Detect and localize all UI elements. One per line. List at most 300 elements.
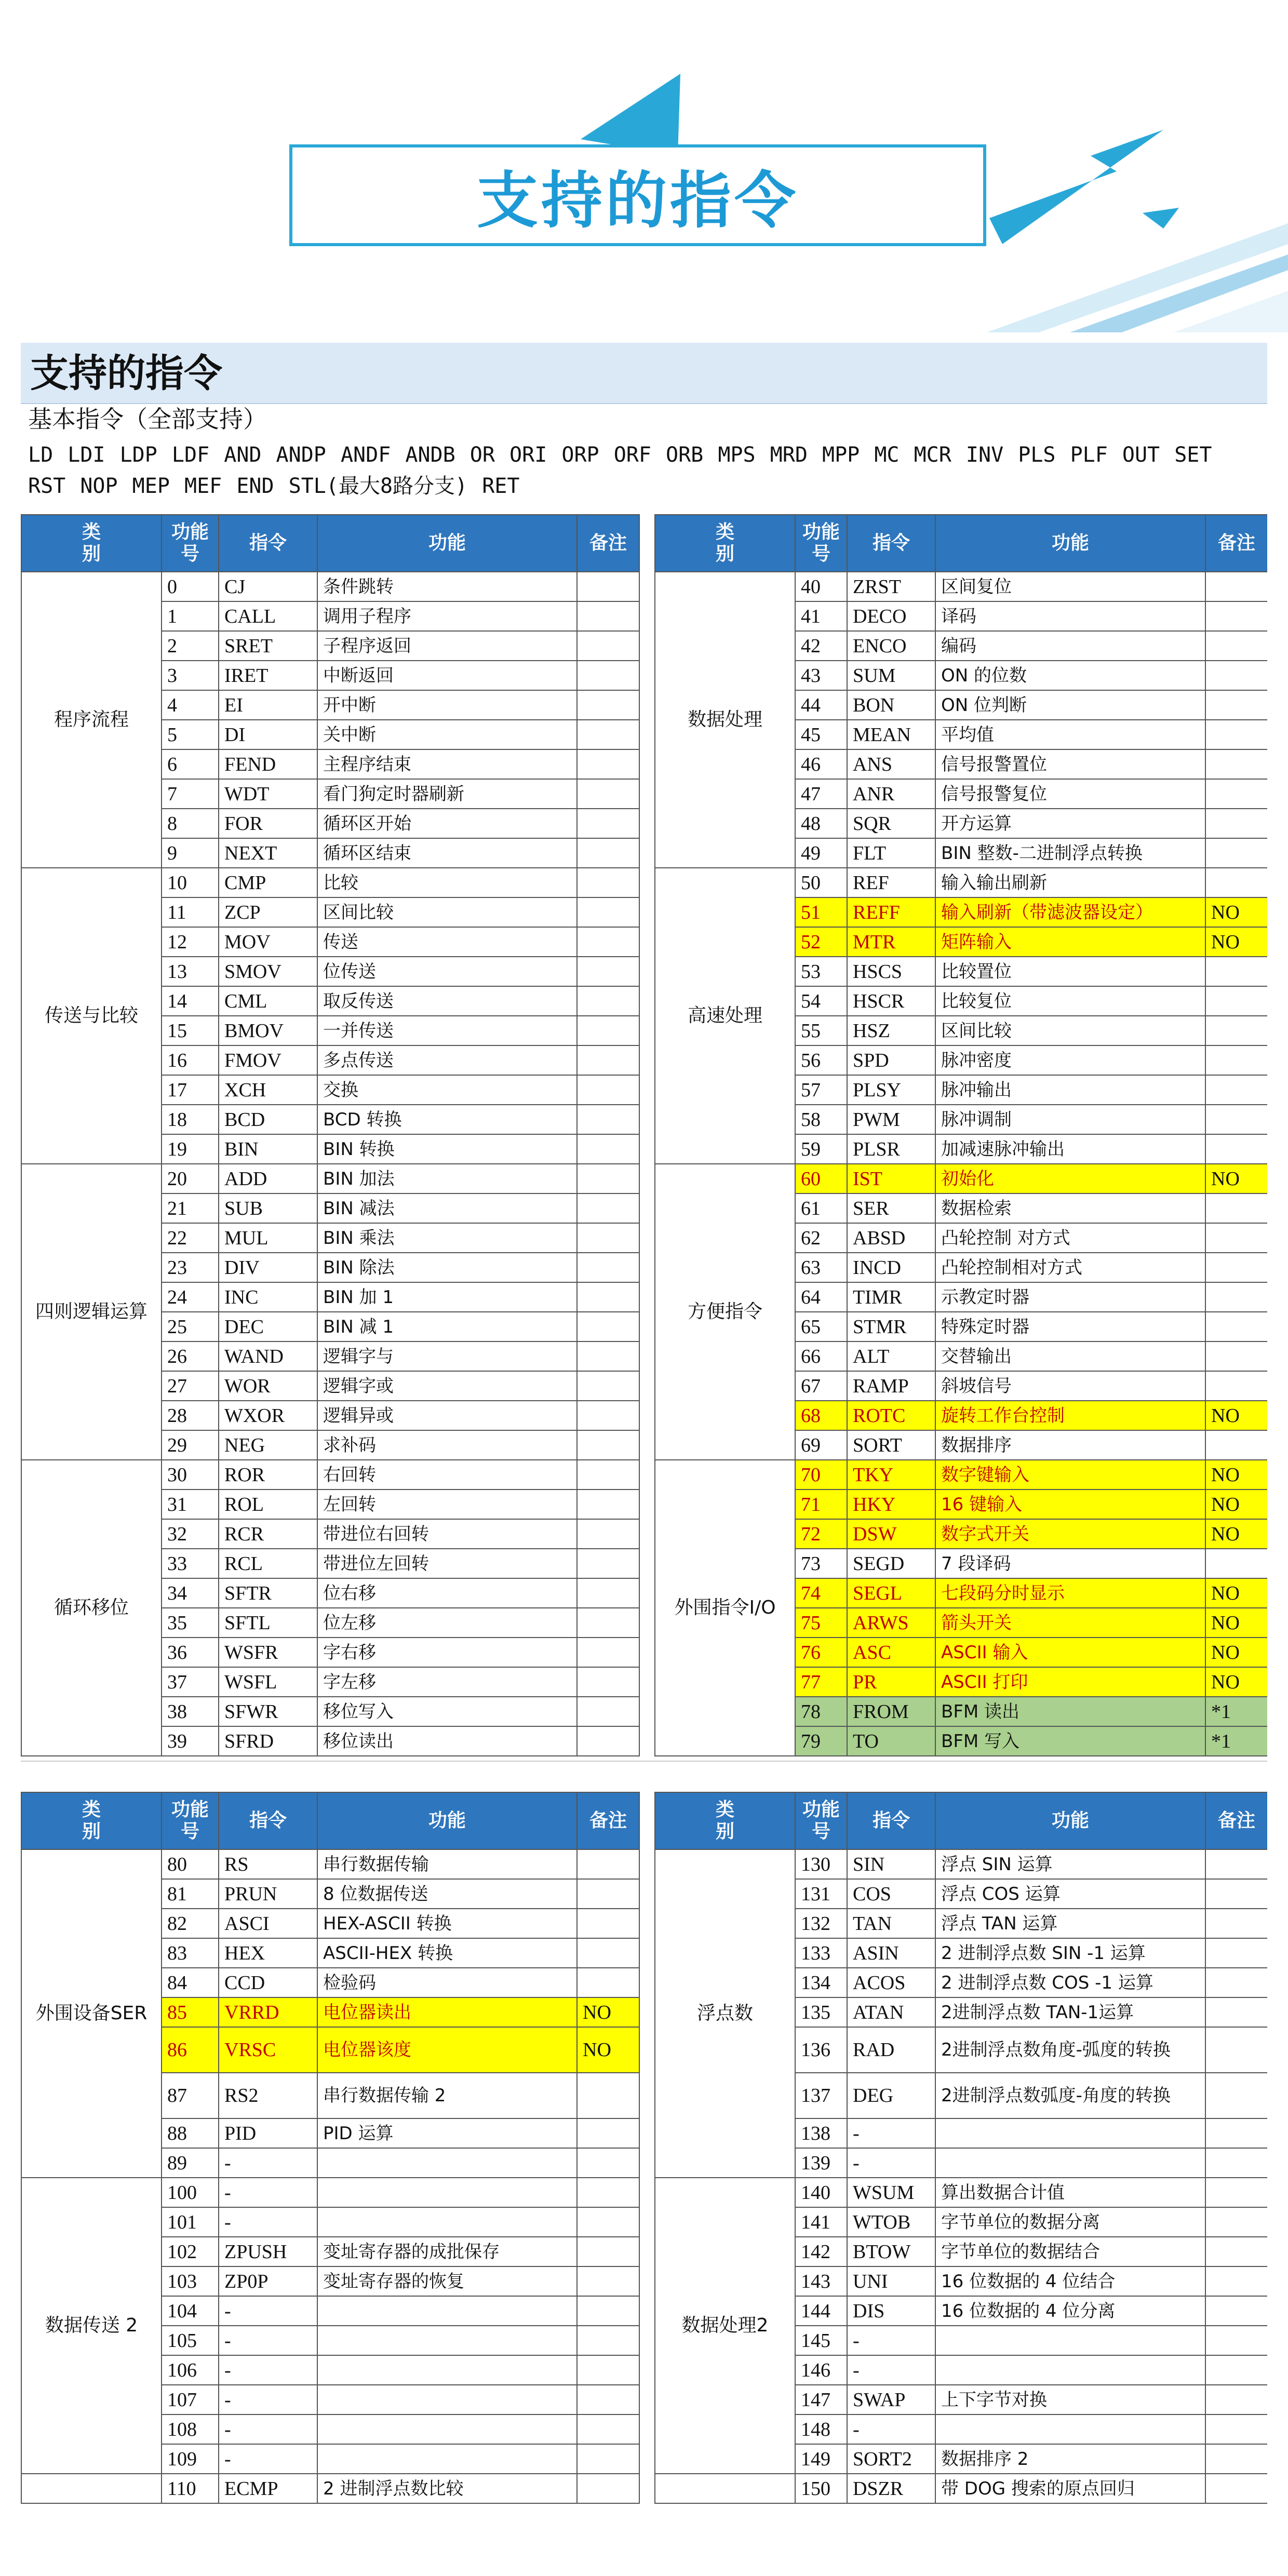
function-number-cell: 108 [162,2414,219,2444]
instruction-cell: - [219,2148,317,2178]
function-number-cell: 36 [162,1638,219,1667]
function-number-cell: 1 [162,601,219,631]
function-cell: 一并传送 [317,1016,577,1045]
instruction-cell: ASCI [219,1909,317,1938]
function-number-cell: 13 [162,957,219,986]
instruction-cell: COS [847,1879,935,1909]
function-cell: 2进制浮点数 TAN-1运算 [935,1997,1205,2027]
remark-cell [577,2073,639,2118]
category-cell: 程序流程 [21,572,162,868]
instruction-cell: BMOV [219,1016,317,1045]
remark-cell [577,749,639,779]
function-cell: 平均值 [935,720,1205,749]
remark-cell [1205,1193,1267,1223]
function-number-cell: 46 [795,749,847,779]
remark-cell [1205,2027,1267,2073]
remark-cell [577,2474,639,2503]
table-row [21,868,639,897]
remark-cell [1205,2073,1267,2118]
instruction-cell: MEAN [847,720,935,749]
instruction-cell: - [219,2326,317,2355]
function-number-cell: 31 [162,1490,219,1519]
instruction-cell: SORT2 [847,2444,935,2474]
function-cell: 8 位数据传送 [317,1879,577,1909]
function-cell: 区间复位 [935,572,1205,601]
instruction-cell: ROTC [847,1401,935,1430]
function-number-cell: 74 [795,1578,847,1608]
function-number-cell: 62 [795,1223,847,1253]
instruction-cell: - [219,2355,317,2385]
function-number-cell: 9 [162,838,219,868]
function-cell: 译码 [935,601,1205,631]
instruction-cell: FLT [847,838,935,868]
function-cell: 串行数据传输 [317,1849,577,1879]
table-row [21,2178,639,2207]
function-cell: 子程序返回 [317,631,577,661]
function-cell [317,2296,577,2326]
function-cell: 信号报警复位 [935,779,1205,809]
remark-cell [577,1401,639,1430]
table-row [655,1460,1267,1490]
remark-cell: NO [577,1997,639,2027]
function-number-cell: 6 [162,749,219,779]
banner-shard [1143,208,1179,229]
function-number-cell: 142 [795,2237,847,2266]
instruction-cell: PLSR [847,1134,935,1164]
instruction-table-right-bottom [654,1792,1267,2504]
function-cell: 调用子程序 [317,601,577,631]
function-number-cell: 69 [795,1430,847,1460]
table-row [21,1849,639,1879]
header-function: 功能 [317,515,577,572]
instruction-cell: SORT [847,1430,935,1460]
instruction-cell: RS2 [219,2073,317,2118]
remark-cell [1205,1341,1267,1371]
instruction-cell: RS [219,1849,317,1879]
function-number-cell: 8 [162,809,219,838]
function-cell: ASCII-HEX 转换 [317,1938,577,1968]
instruction-cell: SFRD [219,1726,317,1756]
remark-cell [577,1608,639,1638]
basic-instruction-line-1: LD LDI LDP LDF AND ANDP ANDF ANDB OR ORI ORP ORF ORB MPS MRD MPP MC MCR INV PLS PLF OUT SET [28,443,1212,467]
function-number-cell: 71 [795,1490,847,1519]
function-number-cell: 130 [795,1849,847,1879]
remark-cell: NO [1205,1578,1267,1608]
remark-cell [1205,1253,1267,1282]
remark-cell [577,2414,639,2444]
instruction-cell: BTOW [847,2237,935,2266]
remark-cell [577,1638,639,1667]
function-number-cell: 37 [162,1667,219,1697]
instruction-cell: ASIN [847,1938,935,1968]
instruction-cell: WOR [219,1371,317,1401]
function-number-cell: 87 [162,2073,219,2118]
remark-cell [577,1164,639,1193]
instruction-cell: WTOB [847,2207,935,2237]
function-cell [317,2385,577,2414]
remark-cell [1205,1430,1267,1460]
function-number-cell: 141 [795,2207,847,2237]
instruction-cell: ENCO [847,631,935,661]
instruction-cell: ZPUSH [219,2237,317,2266]
function-cell: 逻辑字或 [317,1371,577,1401]
function-cell: 浮点 SIN 运算 [935,1849,1205,1879]
banner-triangle-top [581,74,680,156]
function-number-cell: 11 [162,897,219,927]
instruction-cell: HSCR [847,986,935,1016]
category-cell: 传送与比较 [21,868,162,1164]
instruction-cell: SEGD [847,1549,935,1578]
function-cell: 带进位左回转 [317,1549,577,1578]
function-cell: 循环区结束 [317,838,577,868]
function-number-cell: 18 [162,1105,219,1134]
instruction-table-left-top [21,514,640,1756]
instruction-cell: IRET [219,661,317,690]
remark-cell [577,868,639,897]
remark-cell [1205,2296,1267,2326]
function-cell: BFM 写入 [935,1726,1205,1756]
function-cell: 带 DOG 搜索的原点回归 [935,2474,1205,2503]
function-cell [317,2444,577,2474]
instruction-cell: DEC [219,1312,317,1341]
remark-cell [577,2178,639,2207]
function-number-cell: 39 [162,1726,219,1756]
function-number-cell: 84 [162,1968,219,1997]
remark-cell: NO [1205,1164,1267,1193]
function-cell: 算出数据合计值 [935,2178,1205,2207]
function-number-cell: 16 [162,1045,219,1075]
function-cell: 数据检索 [935,1193,1205,1223]
function-cell: 字节单位的数据结合 [935,2237,1205,2266]
function-number-cell: 52 [795,927,847,957]
instruction-cell: CALL [219,601,317,631]
instruction-cell: ECMP [219,2474,317,2503]
instruction-cell: CJ [219,572,317,601]
function-cell: 传送 [317,927,577,957]
function-cell: 脉冲输出 [935,1075,1205,1105]
function-cell: 箭头开关 [935,1608,1205,1638]
function-cell: 位左移 [317,1608,577,1638]
remark-cell [1205,1105,1267,1134]
header-instruction: 指令 [847,515,935,572]
remark-cell [577,1938,639,1968]
function-number-cell: 60 [795,1164,847,1193]
instruction-cell: ALT [847,1341,935,1371]
function-number-cell: 82 [162,1909,219,1938]
instruction-cell: DI [219,720,317,749]
remark-cell [1205,779,1267,809]
sheet-title: 支持的指令 [21,343,1267,404]
function-number-cell: 54 [795,986,847,1016]
function-cell: 2 进制浮点数比较 [317,2474,577,2503]
function-number-cell: 144 [795,2296,847,2326]
instruction-cell: HEX [219,1938,317,1968]
instruction-cell: RCR [219,1519,317,1549]
function-number-cell: 5 [162,720,219,749]
function-number-cell: 78 [795,1697,847,1726]
function-number-cell: 27 [162,1371,219,1401]
instruction-cell: STMR [847,1312,935,1341]
remark-cell [577,2207,639,2237]
function-number-cell: 4 [162,690,219,720]
function-number-cell: 140 [795,2178,847,2207]
remark-cell [577,1341,639,1371]
remark-cell [1205,661,1267,690]
function-cell [317,2414,577,2444]
instruction-cell: - [219,2178,317,2207]
function-cell: 浮点 TAN 运算 [935,1909,1205,1938]
instruction-cell: ABSD [847,1223,935,1253]
function-number-cell: 65 [795,1312,847,1341]
instruction-cell: - [219,2296,317,2326]
remark-cell [1205,572,1267,601]
instruction-cell: DECO [847,601,935,631]
instruction-cell: CCD [219,1968,317,1997]
instruction-cell: PWM [847,1105,935,1134]
remark-cell [1205,1134,1267,1164]
remark-cell [577,1253,639,1282]
remark-cell [577,1578,639,1608]
instruction-cell: ACOS [847,1968,935,1997]
instruction-cell: WSUM [847,2178,935,2207]
function-number-cell: 105 [162,2326,219,2355]
instruction-cell: IST [847,1164,935,1193]
function-number-cell: 7 [162,779,219,809]
function-number-cell: 33 [162,1549,219,1578]
function-number-cell: 0 [162,572,219,601]
instruction-cell: MOV [219,927,317,957]
instruction-cell: MTR [847,927,935,957]
function-number-cell: 61 [795,1193,847,1223]
header-category: 类 别 [21,1792,162,1849]
instruction-cell: SFWR [219,1697,317,1726]
function-number-cell: 149 [795,2444,847,2474]
instruction-cell: ROL [219,1490,317,1519]
remark-cell [1205,720,1267,749]
function-cell: BIN 除法 [317,1253,577,1282]
instruction-cell: DIV [219,1253,317,1282]
function-number-cell: 64 [795,1282,847,1312]
function-number-cell: 29 [162,1430,219,1460]
function-cell: ASCII 输入 [935,1638,1205,1667]
instruction-cell: SER [847,1193,935,1223]
function-cell: 2进制浮点数弧度-角度的转换 [935,2073,1205,2118]
remark-cell [577,2237,639,2266]
remark-cell [1205,1849,1267,1879]
function-cell: 数字式开关 [935,1519,1205,1549]
instruction-cell: SIN [847,1849,935,1879]
instruction-cell: DEG [847,2073,935,2118]
instruction-cell: FOR [219,809,317,838]
function-cell: BIN 加法 [317,1164,577,1193]
remark-cell [577,1968,639,1997]
function-number-cell: 58 [795,1105,847,1134]
function-cell: 带进位右回转 [317,1519,577,1549]
function-number-cell: 80 [162,1849,219,1879]
function-number-cell: 51 [795,897,847,927]
function-cell: 中断返回 [317,661,577,690]
instruction-cell: SQR [847,809,935,838]
instruction-cell: SUB [219,1193,317,1223]
remark-cell [1205,601,1267,631]
header-function: 功能 [317,1792,577,1849]
function-cell: BIN 乘法 [317,1223,577,1253]
remark-cell [577,1909,639,1938]
instruction-cell: SPD [847,1045,935,1075]
instruction-cell: VRSC [219,2027,317,2073]
function-number-cell: 47 [795,779,847,809]
function-number-cell: 150 [795,2474,847,2503]
category-cell: 方便指令 [655,1164,795,1460]
function-cell: 脉冲调制 [935,1105,1205,1134]
function-number-cell: 136 [795,2027,847,2073]
function-number-cell: 40 [795,572,847,601]
remark-cell [1205,2266,1267,2296]
header-remark: 备注 [1205,1792,1267,1849]
instruction-cell: PRUN [219,1879,317,1909]
remark-cell [577,2148,639,2178]
function-number-cell: 75 [795,1608,847,1638]
remark-cell [1205,2414,1267,2444]
remark-cell: NO [1205,1401,1267,1430]
function-cell: 比较复位 [935,986,1205,1016]
remark-cell [577,1460,639,1490]
function-cell: BCD 转换 [317,1105,577,1134]
header-remark: 备注 [577,515,639,572]
instruction-cell: BIN [219,1134,317,1164]
instruction-cell: DSW [847,1519,935,1549]
function-cell: 串行数据传输 2 [317,2073,577,2118]
instruction-cell: ANS [847,749,935,779]
function-cell: 字节单位的数据分离 [935,2207,1205,2237]
function-cell: 逻辑字与 [317,1341,577,1371]
function-cell: 条件跳转 [317,572,577,601]
remark-cell [577,1134,639,1164]
banner-title-box [289,144,986,246]
header-category: 类 别 [655,1792,795,1849]
remark-cell [577,1075,639,1105]
instruction-cell: REF [847,868,935,897]
instruction-cell: SFTR [219,1578,317,1608]
remark-cell: NO [1205,1608,1267,1638]
banner-arrow-right [989,130,1163,244]
function-number-cell: 57 [795,1075,847,1105]
remark-cell [1205,1549,1267,1578]
function-cell: 区间比较 [935,1016,1205,1045]
remark-cell [1205,2326,1267,2355]
function-number-cell: 50 [795,868,847,897]
function-number-cell: 83 [162,1938,219,1968]
function-cell: 求补码 [317,1430,577,1460]
function-cell: 多点传送 [317,1045,577,1075]
function-number-cell: 2 [162,631,219,661]
function-number-cell: 17 [162,1075,219,1105]
function-cell: 右回转 [317,1460,577,1490]
function-cell: 交换 [317,1075,577,1105]
function-cell: 比较置位 [935,957,1205,986]
table-row [655,1849,1267,1879]
instruction-cell: REFF [847,897,935,927]
function-cell: ON 位判断 [935,690,1205,720]
function-cell: 区间比较 [317,897,577,927]
function-cell: 位右移 [317,1578,577,1608]
instruction-cell: SMOV [219,957,317,986]
instruction-cell: XCH [219,1075,317,1105]
remark-cell [1205,1879,1267,1909]
remark-cell [1205,1016,1267,1045]
remark-cell: *1 [1205,1726,1267,1756]
instruction-cell: ASC [847,1638,935,1667]
instruction-cell: UNI [847,2266,935,2296]
function-number-cell: 109 [162,2444,219,2474]
function-cell: BIN 整数-二进制浮点转换 [935,838,1205,868]
remark-cell [1205,1282,1267,1312]
table-row [21,2474,639,2503]
function-number-cell: 10 [162,868,219,897]
instruction-cell: ZP0P [219,2266,317,2296]
function-number-cell: 81 [162,1879,219,1909]
instruction-cell: ROR [219,1460,317,1490]
function-number-cell: 139 [795,2148,847,2178]
function-cell: 看门狗定时器刷新 [317,779,577,809]
function-number-cell: 23 [162,1253,219,1282]
function-cell: 交替输出 [935,1341,1205,1371]
remark-cell [577,838,639,868]
instruction-cell: ZRST [847,572,935,601]
section-gap [21,1761,1267,1793]
remark-cell [577,1282,639,1312]
instruction-cell: ANR [847,779,935,809]
instruction-cell: BON [847,690,935,720]
remark-cell [577,1312,639,1341]
instruction-cell: - [219,2385,317,2414]
function-cell: 特殊定时器 [935,1312,1205,1341]
remark-cell [577,2385,639,2414]
instruction-cell: BCD [219,1105,317,1134]
function-cell: 字左移 [317,1667,577,1697]
function-number-cell: 138 [795,2118,847,2148]
remark-cell [577,2326,639,2355]
remark-cell [1205,2237,1267,2266]
function-number-cell: 30 [162,1460,219,1490]
remark-cell [577,1549,639,1578]
function-cell [935,2148,1205,2178]
instruction-cell: DIS [847,2296,935,2326]
remark-cell [1205,631,1267,661]
function-number-cell: 100 [162,2178,219,2207]
remark-cell [1205,838,1267,868]
function-cell: BIN 减 1 [317,1312,577,1341]
function-number-cell: 44 [795,690,847,720]
function-cell: 16 位数据的 4 位结合 [935,2266,1205,2296]
function-cell: 16 键输入 [935,1490,1205,1519]
instruction-cell: HSZ [847,1016,935,1045]
instruction-cell: WAND [219,1341,317,1371]
header-function-number: 功能 号 [795,1792,847,1849]
function-number-cell: 12 [162,927,219,957]
function-number-cell: 26 [162,1341,219,1371]
function-number-cell: 110 [162,2474,219,2503]
remark-cell [1205,2148,1267,2178]
instruction-cell: RAD [847,2027,935,2073]
category-cell: 数据处理 [655,572,795,868]
remark-cell [577,957,639,986]
remark-cell [1205,2355,1267,2385]
remark-cell [1205,1075,1267,1105]
function-cell: 变址寄存器的成批保存 [317,2237,577,2266]
remark-cell: NO [1205,927,1267,957]
function-cell: 示教定时器 [935,1282,1205,1312]
